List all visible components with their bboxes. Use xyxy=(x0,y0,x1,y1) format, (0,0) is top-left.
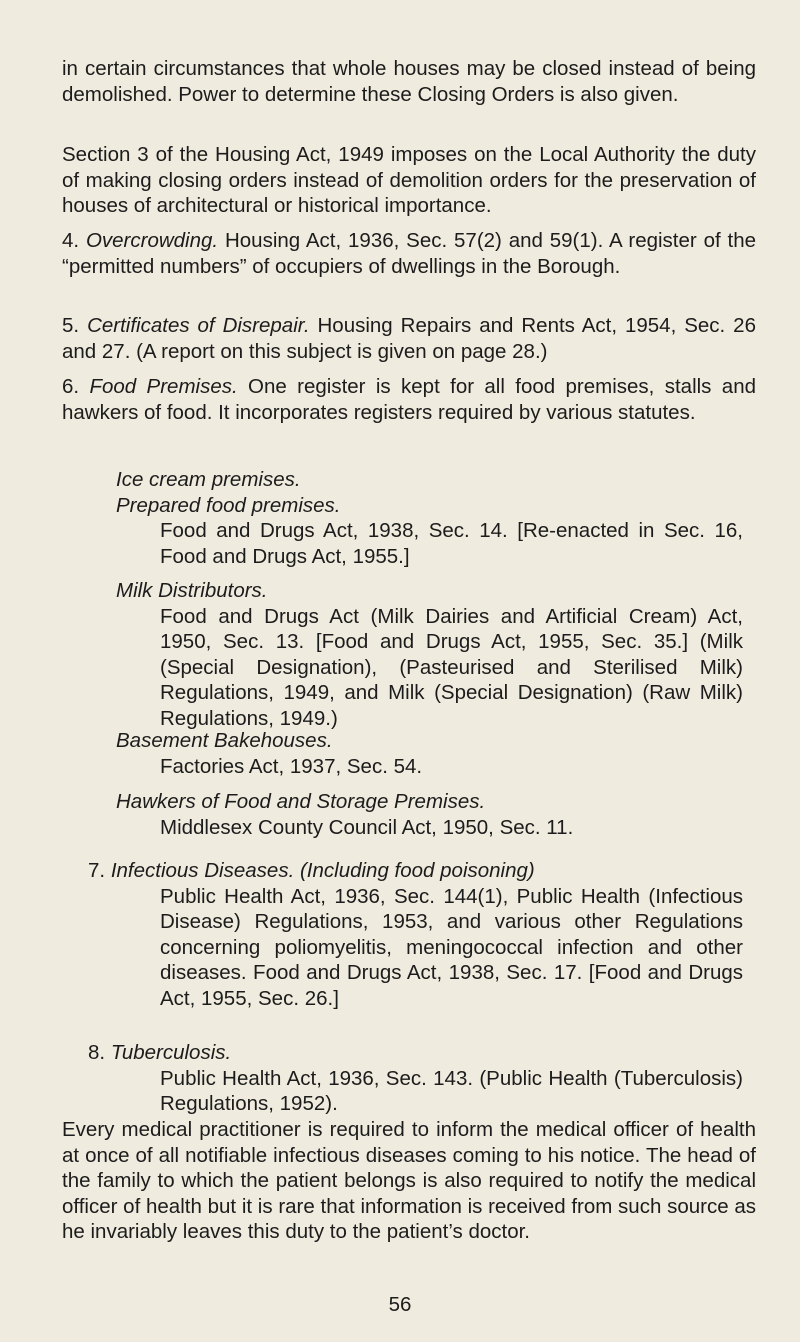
item8-block xyxy=(88,1040,743,1117)
section3-paragraph xyxy=(62,142,756,219)
hawkers-text: Middlesex County Council Act, 1950, Sec. 11. xyxy=(160,815,574,839)
item5-text: Housing Repairs and Rents Act, 1954, Sec. 26 and 27. (A report on this subject is given on page 28.) xyxy=(62,314,756,363)
hawkers-block xyxy=(116,789,699,840)
item7-title: Infectious Diseases. xyxy=(110,859,295,882)
item6-paragraph xyxy=(62,374,756,425)
item4-title: Overcrowding. xyxy=(85,229,219,252)
hawkers-heading: Hawkers of Food and Storage Premises. xyxy=(116,790,486,813)
ice-cream-heading: Ice cream premises. xyxy=(116,468,301,491)
item7-heading xyxy=(88,858,671,884)
basement-heading: Basement Bakehouses. xyxy=(116,729,333,752)
item4-num: 4. xyxy=(62,229,80,252)
milk-block xyxy=(116,578,743,731)
section3-text: Section 3 of the Housing Act, 1949 imposes on the Local Authority the duty of making closing orders instead of demolition orders for the preservation of houses of architectural or historical importance. xyxy=(62,143,756,217)
item7-num: 7. xyxy=(88,859,106,882)
intro-paragraph: in certain circumstances that whole houses may be closed instead of being demolished. Power to determine these Closing Orders is also given. xyxy=(62,57,756,106)
basement-text: Factories Act, 1937, Sec. 54. xyxy=(160,754,423,778)
item6-num: 6. xyxy=(62,375,80,398)
item6-title: Food Premises. xyxy=(89,375,238,398)
item8-text: Public Health Act, 1936, Sec. 143. (Public Health (Tuberculosis) Regulations, 1952). xyxy=(160,1066,743,1115)
item7-subtitle: (Including food poisoning) xyxy=(299,859,535,882)
closing-paragraph: Every medical practitioner is required to inform the medical officer of health at once of all notifiable infectious diseases coming to his notice. The head of the family to which the patient belongs is also required to notify the medical officer of health but it is rare that information is received from such source as he invariably leaves this duty to the patient’s doctor. xyxy=(62,1118,756,1243)
item4-text: Housing Act, 1936, Sec. 57(2) and 59(1). A register of the “permitted numbers” of occupiers of dwellings in the Borough. xyxy=(62,229,756,278)
item5-title: Certificates of Disrepair. xyxy=(87,314,310,337)
item8-num: 8. xyxy=(88,1041,106,1064)
item4-paragraph xyxy=(62,228,756,279)
item8-title: Tuberculosis. xyxy=(110,1041,232,1064)
milk-heading: Milk Distributors. xyxy=(116,579,268,602)
milk-text: Food and Drugs Act (Milk Dairies and Artificial Cream) Act, 1950, Sec. 13. [Food and Drugs Act, 1955, Sec. 35.] (Milk (Special Designation), (Pasteurised and Sterilised Milk) Regulations, 1949, and Milk (Special Designation) (Raw Milk) Regulations, 1949.) xyxy=(160,604,743,730)
ice-cream-block xyxy=(116,467,743,569)
prepared-food-text: Food and Drugs Act, 1938, Sec. 14. [Re-enacted in Sec. 16, Food and Drugs Act, 1955.] xyxy=(160,519,743,568)
item8-heading xyxy=(88,1040,671,1066)
item5-paragraph xyxy=(62,313,756,364)
item7-block xyxy=(88,858,743,1011)
item5-num: 5. xyxy=(62,314,80,337)
item7-text: Public Health Act, 1936, Sec. 144(1), Public Health (Infectious Disease) Regulations, 1953, and various other Regulations concerning poliomyelitis, meningococcal infection and other diseases. Food and Drugs Act, 1938, Sec. 17. [Food and Drugs Act, 1955, Sec. 26.] xyxy=(160,884,743,1010)
item6-text: One register is kept for all food premises, stalls and hawkers of food. It incorporates registers required by various statutes. xyxy=(62,375,756,424)
page-number: 56 xyxy=(388,1293,412,1316)
basement-block xyxy=(116,728,699,779)
prepared-food-heading: Prepared food premises. xyxy=(116,493,341,517)
